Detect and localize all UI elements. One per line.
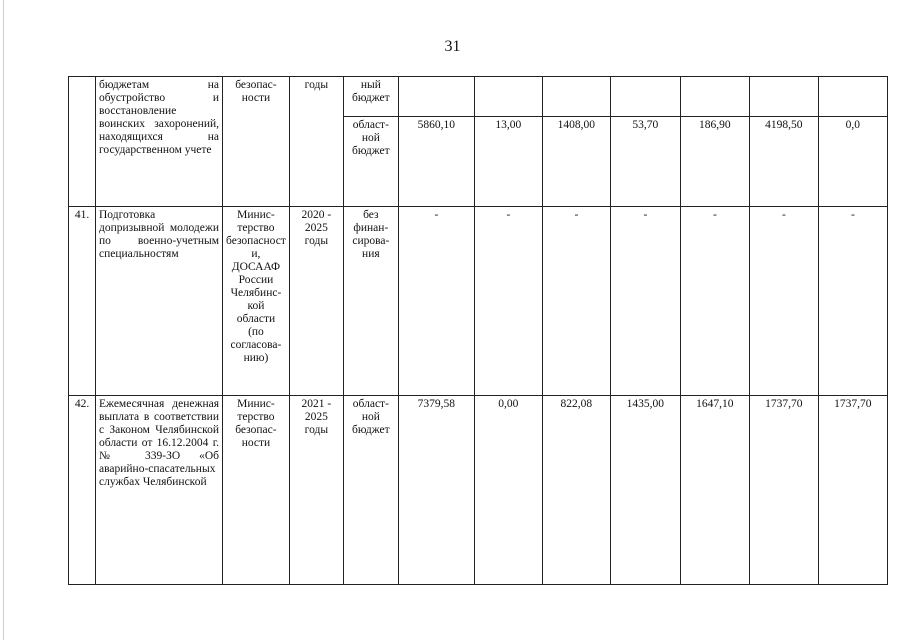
year-value-cell: 1408,00 [542,117,610,207]
year-value-cell: 0,0 [818,117,887,207]
year-value-cell: 1737,70 [749,396,818,585]
year-value-cell: 53,70 [610,117,680,207]
funding-source-cell: ный бюджет [343,77,398,117]
year-value-cell: 1647,10 [680,396,749,585]
year-value-cell: 0,00 [474,396,542,585]
value-cell [398,77,474,117]
period-cell: 2021 - 2025 годы [289,396,343,585]
value-cell [474,77,542,117]
value-cell [749,77,818,117]
value-cell [818,77,887,117]
total-value-cell: 7379,58 [398,396,474,585]
year-value-cell: - [818,207,887,396]
period-cell: годы [289,77,343,207]
year-value-cell: - [749,207,818,396]
measure-name-cell: Подготовка допризывной молодежи по военно-учетным специальностям [96,207,223,396]
year-value-cell: 186,90 [680,117,749,207]
executor-cell: Минис- терство безопас- ности [223,396,290,585]
table-row [69,77,888,117]
funding-source-cell: област- ной бюджет [343,117,398,207]
table-row [69,207,888,396]
year-value-cell: 4198,50 [749,117,818,207]
value-cell [542,77,610,117]
row-number-cell [69,77,96,207]
row-number-cell: 42. [69,396,96,585]
total-value-cell: - [398,207,474,396]
row-number-cell: 41. [69,207,96,396]
period-cell: 2020 - 2025 годы [289,207,343,396]
year-value-cell: 822,08 [542,396,610,585]
funding-source-cell: без финан- сирова- ния [343,207,398,396]
value-cell [680,77,749,117]
year-value-cell: 13,00 [474,117,542,207]
year-value-cell: - [680,207,749,396]
page-number: 31 [444,38,461,55]
value-cell [610,77,680,117]
table-row [69,396,888,585]
year-value-cell: - [542,207,610,396]
year-value-cell: 1737,70 [818,396,887,585]
year-value-cell: - [610,207,680,396]
total-value-cell: 5860,10 [398,117,474,207]
budget-table [68,76,888,585]
year-value-cell: 1435,00 [610,396,680,585]
funding-source-cell: област- ной бюджет [343,396,398,585]
executor-cell: Минис- терство безопасност и, ДОСААФ России Челябинс- кой области (по согласова- нию) [223,207,290,396]
executor-cell: безопас- ности [223,77,290,207]
page-edge-line [3,0,4,640]
measure-name-cell: бюджетам на обустройство и восстановление воинских захоронений, находящихся на государственном учете [96,77,223,207]
measure-name-cell: Ежемесячная денежная выплата в соответствии с Законом Челябинской области от 16.12.2004 г. № 339-ЗО «Об аварийно-спасательных службах Челябинской [96,396,223,585]
year-value-cell: - [474,207,542,396]
